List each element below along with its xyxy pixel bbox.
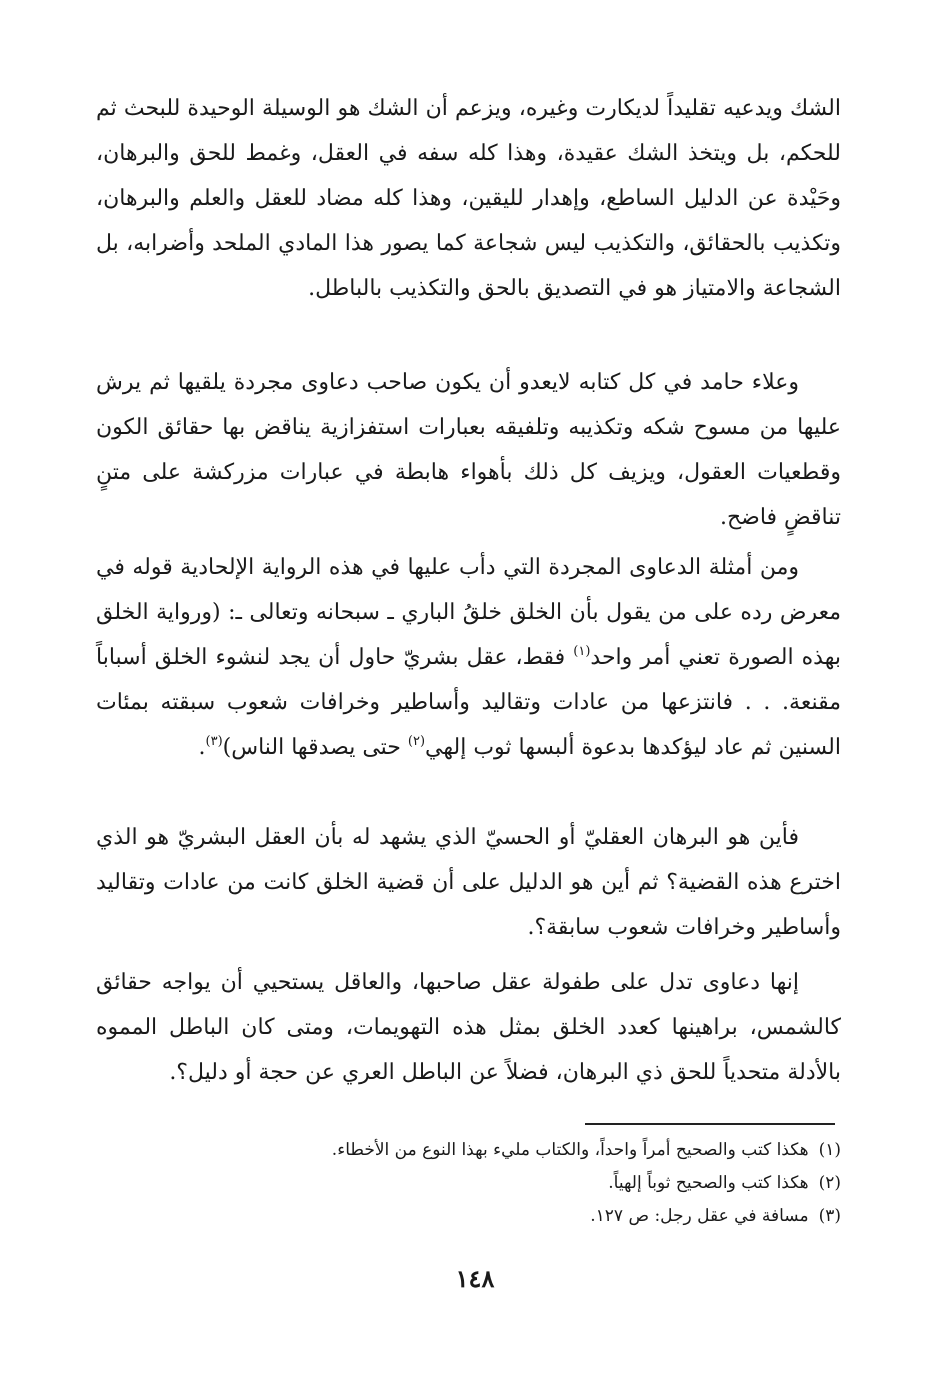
paragraph-5 bbox=[96, 960, 841, 1095]
footnote-2 bbox=[96, 1167, 841, 1200]
footnote-3 bbox=[96, 1200, 841, 1233]
paragraph-1 bbox=[96, 86, 841, 311]
footnotes bbox=[96, 1134, 841, 1233]
footnote-ref-1[interactable]: (١) bbox=[573, 644, 591, 659]
page-number: ١٤٨ bbox=[455, 1264, 495, 1293]
paragraph-text: فأين هو البرهان العقليّ أو الحسيّ الذي يشهد له بأن العقل البشريّ هو الذي اخترع هذه القضية؟ ثم أين هو الدليل على أن قضية الخلق كانت من عادات وتقاليد وأساطير وخرافات شعوب سابقة؟. bbox=[96, 825, 841, 940]
paragraph-4 bbox=[96, 815, 841, 950]
paragraph-segment: ومن أمثلة الدعاوى المجردة التي دأب عليها في هذه الرواية الإلحادية قوله في معرض رده على من يقول بأن الخلق خلقُ الباري ـ سبحانه وتعالى ـ: (ورواية الخلق بهذه الصورة تعني أمر واحد bbox=[96, 555, 841, 670]
paragraph-text: وعلاء حامد في كل كتابه لايعدو أن يكون صاحب دعاوى مجردة يلقيها ثم يرش عليها من مسوح شكه وتكذيبه وتلفيقه بعبارات استفزازية يناقض بها حقائق الكون وقطعيات العقول، ويزيف كل ذلك بأهواء هابطة في عبارات مزركشة على متنٍ تناقضٍ فاضح. bbox=[96, 370, 841, 530]
paragraph-text bbox=[96, 545, 841, 770]
paragraph-segment: فقط، عقل بشريّ حاول أن يجد لنشوء الخلق أسباباً مقنعة. . . فانتزعها من عادات وتقاليد وأساطير وخرافات شعوب سبقته بمئات السنين ثم عاد ليؤكدها بدعوة ألبسها ثوب إلهي bbox=[96, 645, 841, 760]
paragraph-2 bbox=[96, 360, 841, 540]
footnote-ref-3[interactable]: (٣) bbox=[205, 734, 223, 749]
paragraph-3 bbox=[96, 545, 841, 770]
footnote-divider bbox=[585, 1123, 835, 1125]
paragraph-segment: . bbox=[198, 735, 206, 760]
footnote-text: هكذا كتب والصحيح أمراً واحداً، والكتاب مليء بهذا النوع من الأخطاء. bbox=[331, 1140, 809, 1160]
paragraph-segment: حتى يصدقها الناس) bbox=[222, 735, 408, 760]
footnote-text: مسافة في عقل رجل: ص ١٢٧. bbox=[590, 1206, 809, 1226]
footnote-1 bbox=[96, 1134, 841, 1167]
paragraph-text: الشك ويدعيه تقليداً لديكارت وغيره، ويزعم أن الشك هو الوسيلة الوحيدة للبحث ثم للحكم، بل ويتخذ الشك عقيدة، وهذا كله سفه في العقل، وغمط للحق والبرهان، وحَيْدة عن الدليل الساطع، وإهدار لليقين، وهذا كله مضاد للعقل والعلم والبرهان، وتكذيب بالحقائق، والتكذيب ليس شجاعة كما يصور هذا المادي الملحد وأضرابه، بل الشجاعة والامتياز هو في التصديق بالحق والتكذيب بالباطل. bbox=[96, 96, 841, 301]
footnote-number: (١) bbox=[818, 1140, 841, 1160]
footnote-number: (٢) bbox=[818, 1173, 841, 1193]
paragraph-text: إنها دعاوى تدل على طفولة عقل صاحبها، والعاقل يستحيي أن يواجه حقائق كالشمس، براهينها كعدد الخلق بمثل هذه التهويمات، ومتى كان الباطل المموه بالأدلة متحدياً للحق ذي البرهان، فضلاً عن الباطل العري عن حجة أو دليل؟. bbox=[96, 970, 841, 1085]
footnote-text: هكذا كتب والصحيح ثوباً إلهياً. bbox=[608, 1173, 809, 1193]
footnote-number: (٣) bbox=[818, 1206, 841, 1226]
footnote-ref-2[interactable]: (٢) bbox=[407, 734, 426, 749]
